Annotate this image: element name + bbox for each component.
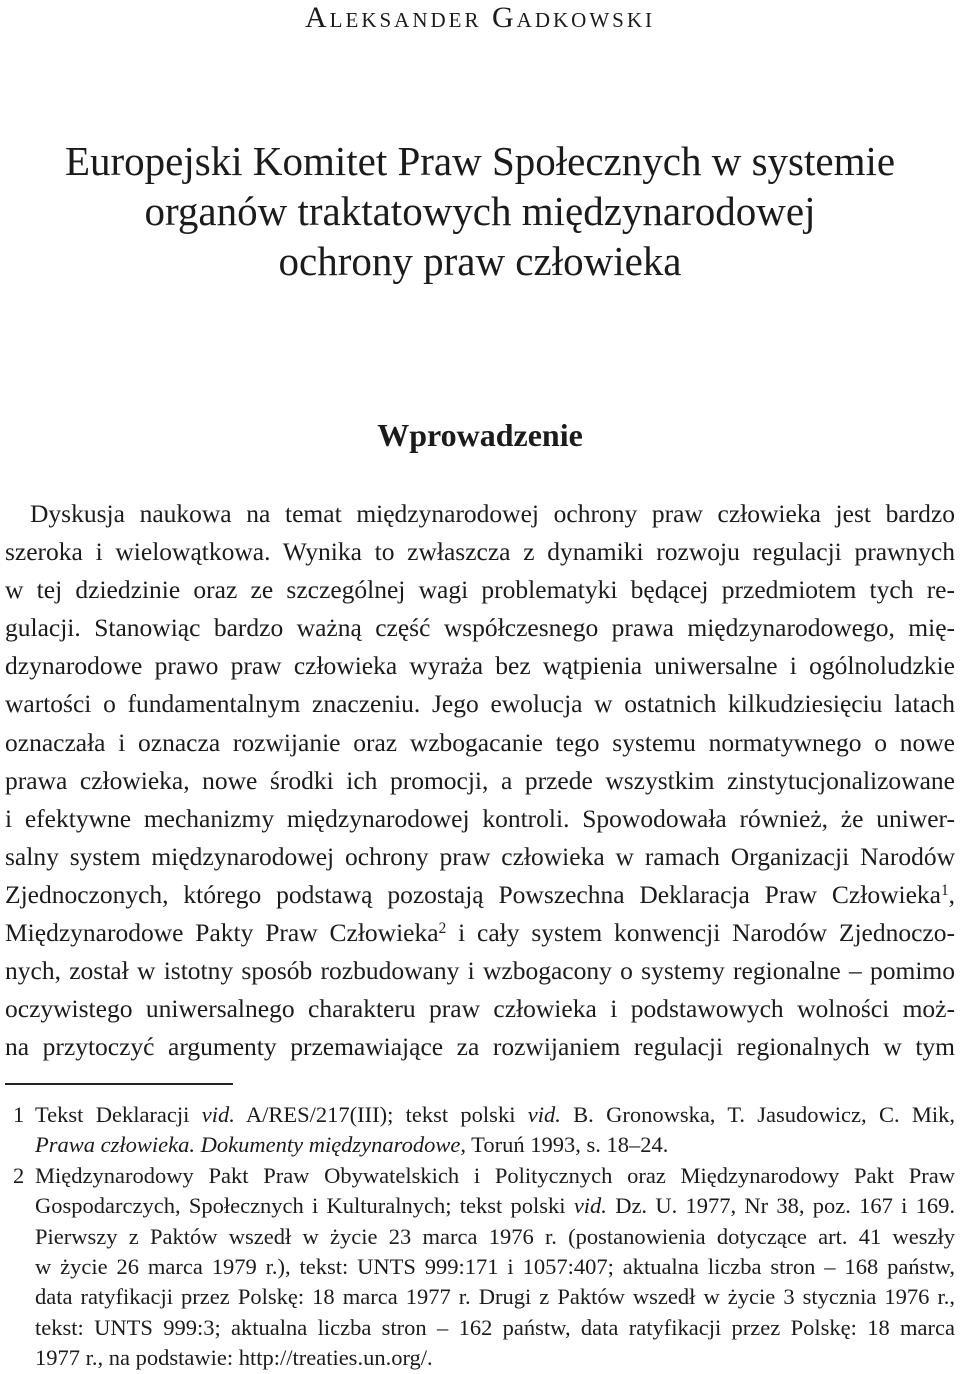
footnote-line bbox=[0, 1313, 955, 1343]
body-line bbox=[5, 495, 955, 533]
body-line-text: gulacji. Stanowiąc bardzo ważną część współczesnego prawa międzynarodowego, mię- bbox=[5, 613, 955, 643]
footnote-line bbox=[0, 1130, 955, 1160]
body-line bbox=[5, 876, 955, 914]
footnote-text: data ratyfikacji przez Polskę: 18 marca 1977 r. Drugi z Paktów wszedł w życie 3 stycznia 1976 r., bbox=[35, 1284, 955, 1310]
footnote-text: Dz. U. 1977, Nr 38, poz. 167 i 169. bbox=[606, 1193, 955, 1219]
article-title bbox=[0, 136, 960, 286]
body-line-text: salny system międzynarodowej ochrony praw człowieka w ramach Organizacji Narodów bbox=[5, 841, 955, 871]
footnote-italic-text: Prawa człowieka. Dokumenty międzynarodowe bbox=[35, 1132, 461, 1158]
footnote-text: A/RES/217(III); tekst polski bbox=[234, 1102, 528, 1127]
body-line-text: i efektywne mechanizmy międzynarodowej kontroli. Spowodowała również, że uniwer- bbox=[5, 803, 955, 833]
footnote-line bbox=[0, 1222, 955, 1252]
footnote-number: 2 bbox=[13, 1162, 25, 1188]
body-line bbox=[5, 571, 955, 609]
body-line bbox=[5, 533, 955, 571]
footnote-line bbox=[0, 1343, 955, 1373]
footnote-text: B. Gronowska, T. Jasudowicz, C. Mik, bbox=[560, 1102, 955, 1127]
body-line-text: i cały system konwencji Narodów Zjednoczo- bbox=[446, 918, 955, 948]
body-line bbox=[5, 1028, 955, 1066]
footnote bbox=[0, 1100, 955, 1161]
footnote-line bbox=[0, 1100, 955, 1130]
body-line-text: na przytoczyć argumenty przemawiające za rozwijaniem regulacji regionalnych w tym bbox=[5, 1032, 955, 1062]
body-line-text: , bbox=[948, 879, 955, 909]
footnote-separator bbox=[5, 1083, 233, 1085]
body-line bbox=[5, 838, 955, 876]
body-line-text: Międzynarodowe Pakty Praw Człowieka bbox=[5, 918, 439, 948]
body-line bbox=[5, 609, 955, 647]
footnotes bbox=[0, 1100, 955, 1374]
body-line bbox=[5, 762, 955, 800]
title-line: Europejski Komitet Praw Społecznych w systemie bbox=[64, 138, 896, 184]
body-line-text: nych, został w istotny sposób rozbudowany i wzbogacony o systemy regionalne – pomimo bbox=[5, 956, 955, 986]
footnote-text: Międzynarodowy Pakt Praw Obywatelskich i Politycznych oraz Międzynarodowy Pakt Praw bbox=[35, 1162, 955, 1188]
body-line-text: szeroka i wielowątkowa. Wynika to zwłaszcza z dynamiki rozwoju regulacji prawnych bbox=[5, 537, 955, 567]
body-paragraph bbox=[5, 495, 955, 1066]
body-line-text: Zjednoczonych, którego podstawą pozostają Powszechna Deklaracja Praw Człowieka bbox=[5, 879, 941, 909]
body-line bbox=[5, 990, 955, 1028]
body-line bbox=[5, 724, 955, 762]
body-line-text: prawa człowieka, nowe środki ich promocji, a przede wszystkim zinstytucjonalizowane bbox=[5, 765, 955, 795]
footnote-italic-text: vid. bbox=[201, 1102, 235, 1127]
footnote-text: w życie 26 marca 1979 r.), tekst: UNTS 999:171 i 1057:407; aktualna liczba stron – 168 państw, bbox=[35, 1253, 955, 1279]
section-heading: Wprowadzenie bbox=[377, 417, 583, 453]
title-line: ochrony praw człowieka bbox=[278, 238, 682, 284]
running-head-author: Aleksander Gadkowski bbox=[305, 1, 655, 34]
footnote-italic-text: vid. bbox=[527, 1102, 561, 1127]
footnote-reference: 2 bbox=[438, 919, 447, 937]
footnote-line bbox=[0, 1282, 955, 1312]
footnote-text: Tekst Deklaracji bbox=[35, 1102, 202, 1127]
footnote-line bbox=[0, 1191, 955, 1221]
body-line bbox=[5, 685, 955, 723]
body-line-text: dzynarodowe prawo praw człowieka wyraża bez wątpienia uniwersalne i ogólnoludzkie bbox=[5, 651, 955, 681]
footnote-reference: 1 bbox=[940, 881, 949, 899]
footnote-text: 1977 r., na podstawie: http://treaties.un.org/. bbox=[35, 1345, 433, 1371]
footnote-text: Gospodarczych, Społecznych i Kulturalnych; tekst polski bbox=[35, 1193, 574, 1219]
footnote-line bbox=[0, 1161, 955, 1191]
footnote-number: 1 bbox=[13, 1102, 25, 1127]
footnote-italic-text: vid. bbox=[573, 1193, 607, 1219]
body-line bbox=[5, 914, 955, 952]
footnote-text: tekst: UNTS 999:3; aktualna liczba stron – 162 państw, data ratyfikacji przez Polskę: 18 marca bbox=[35, 1314, 955, 1340]
body-line-text: w tej dziedzinie oraz ze szczególnej wagi problematyki będącej przedmiotem tych re- bbox=[5, 575, 955, 605]
footnote-text: , Toruń 1993, s. 18–24. bbox=[460, 1132, 669, 1158]
body-line bbox=[5, 647, 955, 685]
footnote-line bbox=[0, 1252, 955, 1282]
body-line bbox=[5, 800, 955, 838]
body-line-text: wartości o fundamentalnym znaczeniu. Jego ewolucja w ostatnich kilkudziesięciu latach bbox=[5, 689, 955, 719]
title-line: organów traktatowych międzynarodowej bbox=[144, 188, 816, 234]
footnote-text: Pierwszy z Paktów wszedł w życie 23 marca 1976 r. (postanowienia dotyczące art. 41 weszły bbox=[35, 1223, 955, 1249]
body-line-text: Dyskusja naukowa na temat międzynarodowej ochrony praw człowieka jest bardzo bbox=[30, 499, 955, 528]
body-line bbox=[5, 952, 955, 990]
body-line-text: oznaczała i oznacza rozwijanie oraz wzbogacanie tego systemu normatywnego o nowe bbox=[5, 727, 955, 757]
body-line-text: oczywistego uniwersalnego charakteru praw człowieka i podstawowych wolności moż- bbox=[5, 994, 955, 1024]
footnote bbox=[0, 1161, 955, 1374]
